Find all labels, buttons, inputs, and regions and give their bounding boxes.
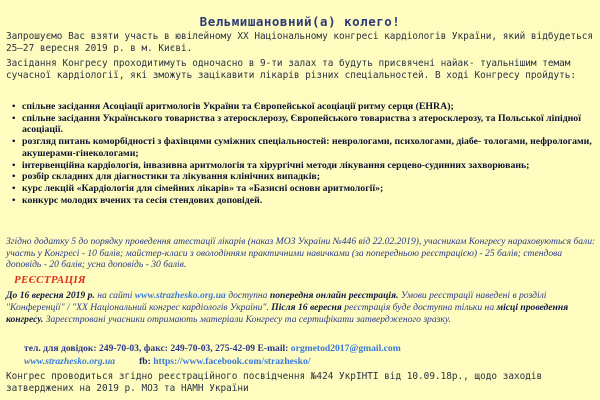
greeting-title: Вельмишановний(а) колего!	[199, 14, 401, 29]
invitation-paragraph: Запрошуємо Вас взяти участь в ювілейному ХХ Національному конгресі кардіологів України, який відбудеться 25–27 вересня 2019 р. в м. Києві.	[6, 31, 593, 55]
list-item: • курс лекцій «Кардіологія для сімейних лікарів» та «Базисні основи аритмології»;	[12, 183, 597, 195]
list-item: • розгляд питань коморбідності з фахівцями суміжних спеціальностей: неврологами, психологами, діабе- тологами, нефрологами, акушерами-гінекологами;	[12, 136, 597, 159]
list-item: • конкурс молодих вчених та сесія стендових доповідей.	[12, 195, 597, 207]
facebook-label: fb:	[139, 356, 151, 367]
list-item: • спільне засідання Українського товариства з атеросклерозу, Європейського товариства з атеросклерозу, та Польської ліпідної асоціації.	[12, 113, 597, 136]
registration-deadline: До 16 вересня 2019 р.	[6, 290, 95, 301]
registration-text-part: реєстрація буде доступна тільки на	[341, 301, 497, 313]
accreditation-note: Згідно додатку 5 до порядку проведення атестації лікарів (наказ МОЗ України №446 від 22.02.2019), учасникам Конгресу нараховуються бали: участь у Конгресі - 10 балів; майстер-класи з оволодінням практичними навичками (за попередньою реєстрацією) - 25 балів; стендова доповідь - 20 балів; усна доповідь - 30 балів.	[6, 236, 596, 271]
registration-text-part: Умови реєстрації наведені в розділі "Конференції" / "ХХ Національний конгрес кардіологів України".	[6, 290, 547, 313]
online-registration: попередня онлайн реєстрація.	[269, 290, 399, 301]
website-link[interactable]: www.strazhesko.org.ua	[24, 356, 116, 367]
list-item: • розбір складних для діагностики та лікування клінічних випадків;	[12, 171, 597, 183]
list-item: • спільне засідання Асоціації аритмологів України та Європейської асоціації ритму серця (EHRA);	[12, 101, 597, 113]
topics-list	[12, 101, 597, 206]
sessions-paragraph: Засідання Конгресу проходитимуть одночасно в 9-ти залах та будуть присвячені найак- туальнішим темам сучасної кардіології, які зможуть зацікавити лікарів різних спеціальностей. В ході Конгресу пройдуть:	[6, 58, 577, 82]
registration-text-part: Зареєстровані учасники отримають матеріали Конгресу та сертифікати затвердженого зразку.	[43, 313, 451, 325]
registration-text-part: на сайті	[94, 290, 135, 301]
footer-note: Конгрес проводиться згідно реєстраційного посвідчення №424 УкрІНТІ від 10.09.18р., щодо заходів затверджених на 2019 р. МОЗ та НАМН України	[6, 371, 543, 395]
email-link[interactable]: orgmetod2017@gmail.com	[290, 343, 401, 354]
site-link[interactable]: www.strazhesko.org.ua	[134, 290, 226, 301]
contact-line	[24, 343, 594, 355]
after-date: Після 16 вересня	[271, 301, 342, 313]
venue-note: місці проведення конгресу.	[6, 301, 569, 325]
registration-text-part: доступна	[225, 290, 270, 301]
registration-text	[6, 290, 596, 325]
phones-text: тел. для довідок: 249-70-03, факс: 249-70-03, 275-42-09 E-mail:	[24, 343, 291, 354]
facebook-link[interactable]: https://www.facebook.com/strazhesko/	[153, 356, 311, 367]
registration-heading: РЕЄСТРАЦІЯ	[14, 274, 86, 286]
list-item: • інтервенційна кардіологія, інвазивна аритмологія та хірургічні методи лікування серцево-судинних захворювань;	[12, 160, 597, 172]
web-line	[24, 356, 594, 367]
